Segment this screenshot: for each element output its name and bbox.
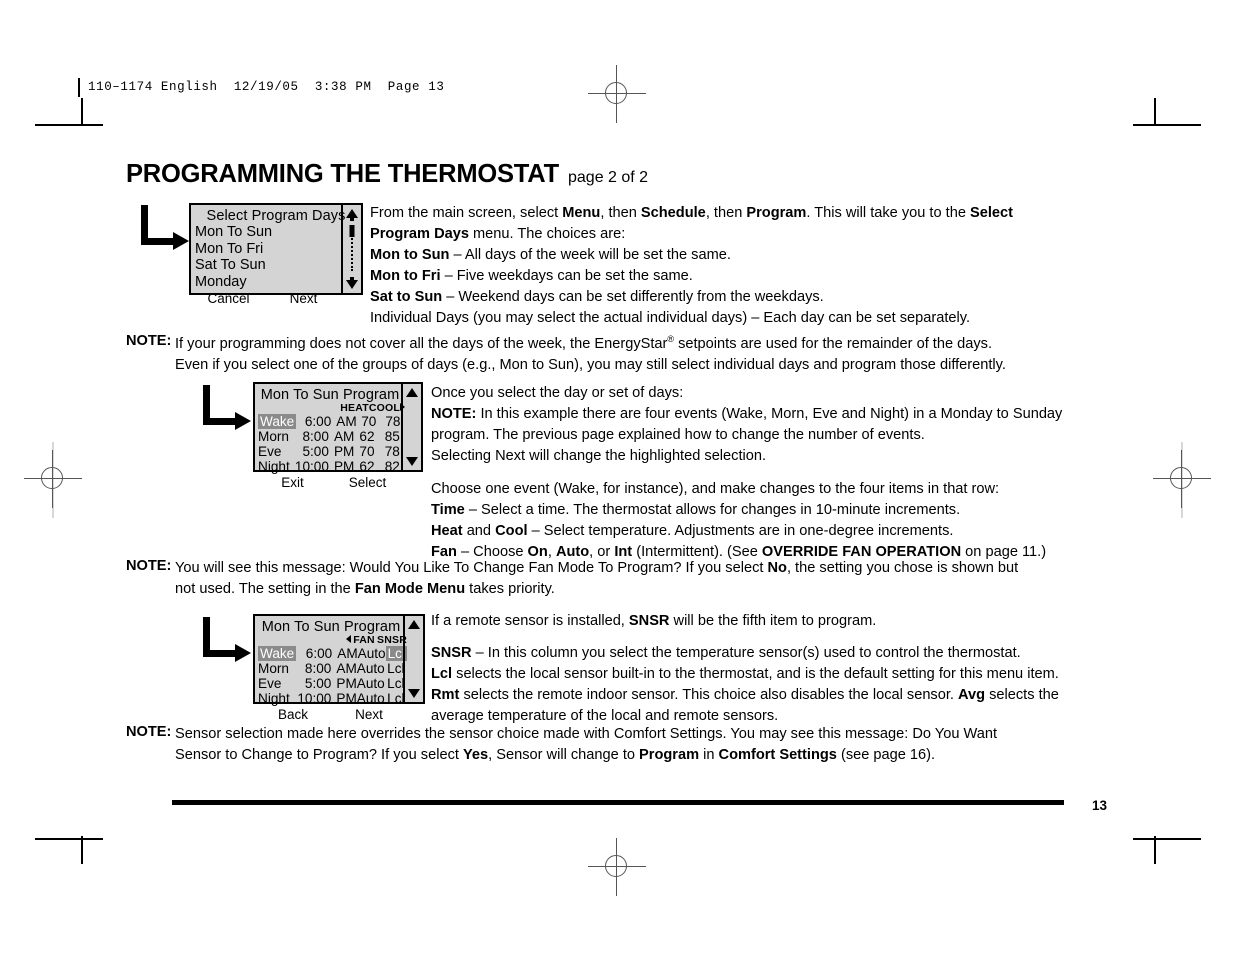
sensor-line-1: If a remote sensor is installed, SNSR will be the fifth item to program.	[431, 613, 877, 629]
registration-mark-bottom	[588, 838, 646, 896]
crop-mark-bottom-left-v	[81, 836, 83, 864]
note-3	[126, 724, 1071, 766]
note-2-line-2: not used. The setting in the Fan Mode Menu takes priority.	[175, 581, 555, 598]
intro-line-5: Individual Days (you may select the actual individual days) – Each day can be set separately.	[370, 310, 971, 326]
lcd2-row-2-cool[interactable]: 78	[384, 444, 400, 459]
lcd2-row-0-ampm[interactable]: AM	[336, 414, 357, 429]
intro-line-1: From the main screen, select Menu, then Schedule, then Program. This will take you to the Select Program Days menu. The choices are:	[370, 205, 1013, 242]
lcd1-menu-item-1[interactable]: Mon To Fri	[195, 240, 264, 257]
print-header-stamp: 110–1174 English 12/19/05 3:38 PM Page 13	[78, 78, 450, 97]
lcd2-softkey-exit[interactable]: Exit	[281, 475, 304, 490]
intro-line-2: Mon to Sun – All days of the week will be set the same.	[370, 247, 731, 263]
lcd2-row-3-cool[interactable]: 82	[384, 459, 400, 474]
lcd3-row-1-ampm[interactable]: AM	[336, 661, 357, 676]
note-2	[126, 558, 1071, 600]
page-title-main: PROGRAMMING THE THERMOSTAT	[126, 160, 559, 188]
lcd2-row-0-event: Wake	[260, 414, 295, 429]
crop-mark-bottom-left-h	[35, 838, 103, 840]
mid-line-4: Choose one event (Wake, for instance), and make changes to the four items in that row:	[431, 481, 1000, 497]
note-1-label: NOTE:	[126, 333, 172, 349]
page-number: 13	[1092, 798, 1108, 813]
lcd1-menu-item-2[interactable]: Sat To Sun	[195, 257, 266, 273]
lcd3-row-0-snsr[interactable]: Lcl	[387, 646, 405, 661]
crop-mark-top-left-v	[81, 98, 83, 126]
lcd3-scrollbar[interactable]	[403, 616, 423, 702]
lcd3-row-0-fan[interactable]: Auto	[357, 646, 386, 661]
mid-line-7: Fan – Choose On, Auto, or Int (Intermittent). (See OVERRIDE FAN OPERATION on page 11.)	[431, 544, 1047, 560]
lcd1-title: Select Program Days	[206, 208, 346, 224]
lcd3-row-3-time[interactable]: 10:00	[297, 691, 332, 706]
lcd3-column-headers	[255, 635, 407, 646]
table-row[interactable]	[255, 444, 405, 459]
lcd3-softkeys[interactable]	[255, 707, 407, 722]
mid-text	[431, 383, 1111, 563]
lcd3-row-3-event: Night	[258, 691, 290, 706]
lcd2-row-1-time[interactable]: 8:00	[302, 429, 329, 444]
lcd2-column-headers	[255, 403, 405, 414]
lcd2-row-1-ampm[interactable]: AM	[333, 429, 355, 444]
lcd3-row-1-time[interactable]: 8:00	[304, 661, 332, 676]
lcd3-row-2-snsr[interactable]: Lcl	[387, 676, 405, 691]
lcd3-title: Mon To Sun Program	[261, 619, 401, 635]
table-row[interactable]	[255, 459, 405, 474]
lcd2-row-2-event: Eve	[258, 444, 282, 459]
lcd2-row-2-heat[interactable]: 70	[359, 444, 375, 459]
sensor-line-3: Lcl selects the local sensor built-in to the thermostat, and is the default setting for this menu item. Rmt selects the remote indoor sensor. This choice also disables the local sensor. Avg selects the average temperature of the local and remote sensors.	[431, 666, 1059, 724]
lcd1-scrollbar[interactable]	[341, 205, 361, 293]
lcd2-row-0-time[interactable]: 6:00	[304, 414, 332, 429]
lcd1-softkeys[interactable]	[191, 291, 341, 306]
lcd3-row-3-fan[interactable]: Auto	[356, 691, 385, 706]
sensor-text	[431, 611, 1091, 727]
table-row[interactable]	[255, 676, 407, 691]
table-row[interactable]	[255, 661, 407, 676]
lcd3-row-1-snsr[interactable]: Lcl	[387, 661, 405, 676]
note-3-body: Sensor selection made here overrides the sensor choice made with Comfort Settings. You may see this message: Do You Want Sensor to Change to Program? If you select Yes, Sensor will change to Program in Comfort Settings (see page 16).	[175, 724, 997, 766]
registration-mark-right	[1153, 450, 1211, 508]
lcd2-row-3-time[interactable]: 10:00	[294, 459, 329, 474]
lcd3-row-2-ampm[interactable]: PM	[336, 676, 357, 691]
lcd2-row-1-cool[interactable]: 85	[384, 429, 400, 444]
registration-mark-left	[24, 450, 82, 508]
mid-line-2: NOTE: In this example there are four events (Wake, Morn, Eve and Night) in a Monday to Sunday program. The previous page explained how to change the number of events.	[431, 406, 1063, 443]
lcd3-row-0-event: Wake	[260, 646, 295, 661]
mid-line-3: Selecting Next will change the highlighted selection.	[431, 448, 767, 464]
triangle-down-icon[interactable]	[406, 457, 418, 466]
triangle-up-stem	[350, 217, 354, 221]
lcd2-header-cool: COOL	[368, 402, 400, 414]
lcd1-scroll-thumb[interactable]	[350, 225, 355, 237]
lcd3-row-1-event: Morn	[258, 661, 289, 676]
crop-mark-bottom-right-h	[1133, 838, 1201, 840]
lcd2-softkey-select[interactable]: Select	[348, 475, 387, 490]
lcd2-row-1-event: Morn	[258, 429, 289, 444]
lcd3-row-3-ampm[interactable]: PM	[336, 691, 357, 706]
crop-mark-top-right-h	[1133, 124, 1201, 126]
triangle-down-stem	[350, 277, 354, 281]
lcd1-menu-item-3[interactable]: Monday	[195, 273, 247, 290]
lcd2-row-2-ampm[interactable]: PM	[333, 444, 355, 459]
lcd3-program-table[interactable]	[255, 635, 407, 706]
lcd2-scrollbar[interactable]	[401, 384, 421, 470]
lcd-mon-to-sun-heatcool[interactable]	[253, 382, 423, 490]
table-row[interactable]	[255, 414, 405, 429]
lcd1-menu[interactable]	[191, 224, 361, 290]
triangle-up-icon[interactable]	[406, 388, 418, 397]
registered-mark: ®	[667, 334, 675, 344]
lcd3-row-2-fan[interactable]: Auto	[356, 676, 385, 691]
lcd2-row-3-event: Night	[258, 459, 290, 474]
lcd1-softkey-cancel[interactable]: Cancel	[207, 291, 250, 306]
footer-rule	[172, 800, 1064, 805]
lcd3-row-2-event: Eve	[258, 676, 282, 691]
triangle-down-icon[interactable]	[408, 689, 420, 698]
lcd3-row-3-snsr[interactable]: Lcl	[387, 691, 405, 706]
crop-mark-top-right-v	[1154, 98, 1156, 126]
lcd3-row-1-fan[interactable]: Auto	[356, 661, 385, 676]
lcd2-program-table[interactable]	[255, 403, 405, 474]
lcd1-menu-item-0-label: Mon To Sun	[195, 224, 273, 240]
lcd2-row-1-heat[interactable]: 62	[359, 429, 375, 444]
lcd2-row-0-cool[interactable]: 78	[385, 414, 401, 429]
lcd-mon-to-sun-fansnsr[interactable]	[253, 614, 425, 722]
lcd2-header-heat: HEAT	[340, 402, 369, 414]
mid-line-1: Once you select the day or set of days:	[431, 385, 684, 401]
note-2-label: NOTE:	[126, 558, 172, 574]
table-row[interactable]	[255, 691, 407, 706]
lcd3-row-0-time[interactable]: 6:00	[305, 646, 333, 661]
triangle-up-icon[interactable]	[408, 620, 420, 629]
lcd3-softkey-next[interactable]: Next	[355, 707, 383, 722]
lcd2-row-3-ampm[interactable]: PM	[333, 459, 355, 474]
lcd2-title: Mon To Sun Program	[260, 387, 400, 403]
lcd1-menu-item-0[interactable]	[191, 224, 361, 241]
mid-line-6: Heat and Cool – Select temperature. Adjustments are in one-degree increments.	[431, 523, 954, 539]
mid-line-5: Time – Select a time. The thermostat allows for changes in 10-minute increments.	[431, 502, 961, 518]
lcd2-row-2-time[interactable]: 5:00	[302, 444, 329, 459]
crop-mark-top-left-h	[35, 124, 103, 126]
crop-mark-bottom-right-v	[1154, 836, 1156, 864]
note-3-line-2: Sensor to Change to Program? If you select Yes, Sensor will change to Program in Comfort Settings (see page 16).	[175, 747, 936, 764]
triangle-down-icon[interactable]	[346, 280, 358, 289]
lcd2-row-3-heat[interactable]: 62	[359, 459, 375, 474]
note-3-label: NOTE:	[126, 724, 172, 740]
lcd1-softkey-next[interactable]: Next	[289, 291, 318, 306]
note-1-body: If your programming does not cover all the days of the week, the EnergyStar® setpoints are used for the remainder of the days. Even if you select one of the groups of days (e.g., Mon to Sun), you may still select individual days and program those differently.	[175, 334, 1006, 374]
table-row[interactable]	[255, 429, 405, 444]
intro-text	[370, 203, 1060, 329]
table-row[interactable]	[255, 646, 407, 661]
intro-line-4: Sat to Sun – Weekend days can be set differently from the weekdays.	[370, 289, 824, 305]
registration-mark-top	[588, 65, 646, 123]
lcd3-header-fan: FAN	[353, 634, 375, 646]
intro-line-3: Mon to Fri – Five weekdays can be set the same.	[370, 268, 693, 284]
lcd3-row-2-time[interactable]: 5:00	[304, 676, 332, 691]
page-title	[126, 160, 648, 189]
note-2-body: You will see this message: Would You Like To Change Fan Mode To Program? If you select No, the setting you chose is shown but not used. The setting in the Fan Mode Menu takes priority.	[175, 558, 1018, 600]
lcd3-header-snsr: SNSR	[377, 634, 407, 646]
lcd2-softkeys[interactable]	[255, 475, 405, 490]
note-1	[126, 333, 1066, 376]
lcd3-softkey-back[interactable]: Back	[277, 707, 308, 722]
lcd3-row-0-ampm[interactable]: AM	[337, 646, 358, 661]
sensor-line-2: SNSR – In this column you select the temperature sensor(s) used to control the thermostat.	[431, 645, 1021, 661]
lcd-select-program-days[interactable]	[189, 203, 363, 306]
page-title-sub: page 2 of 2	[568, 169, 649, 186]
lcd2-row-0-heat[interactable]: 70	[361, 414, 377, 429]
